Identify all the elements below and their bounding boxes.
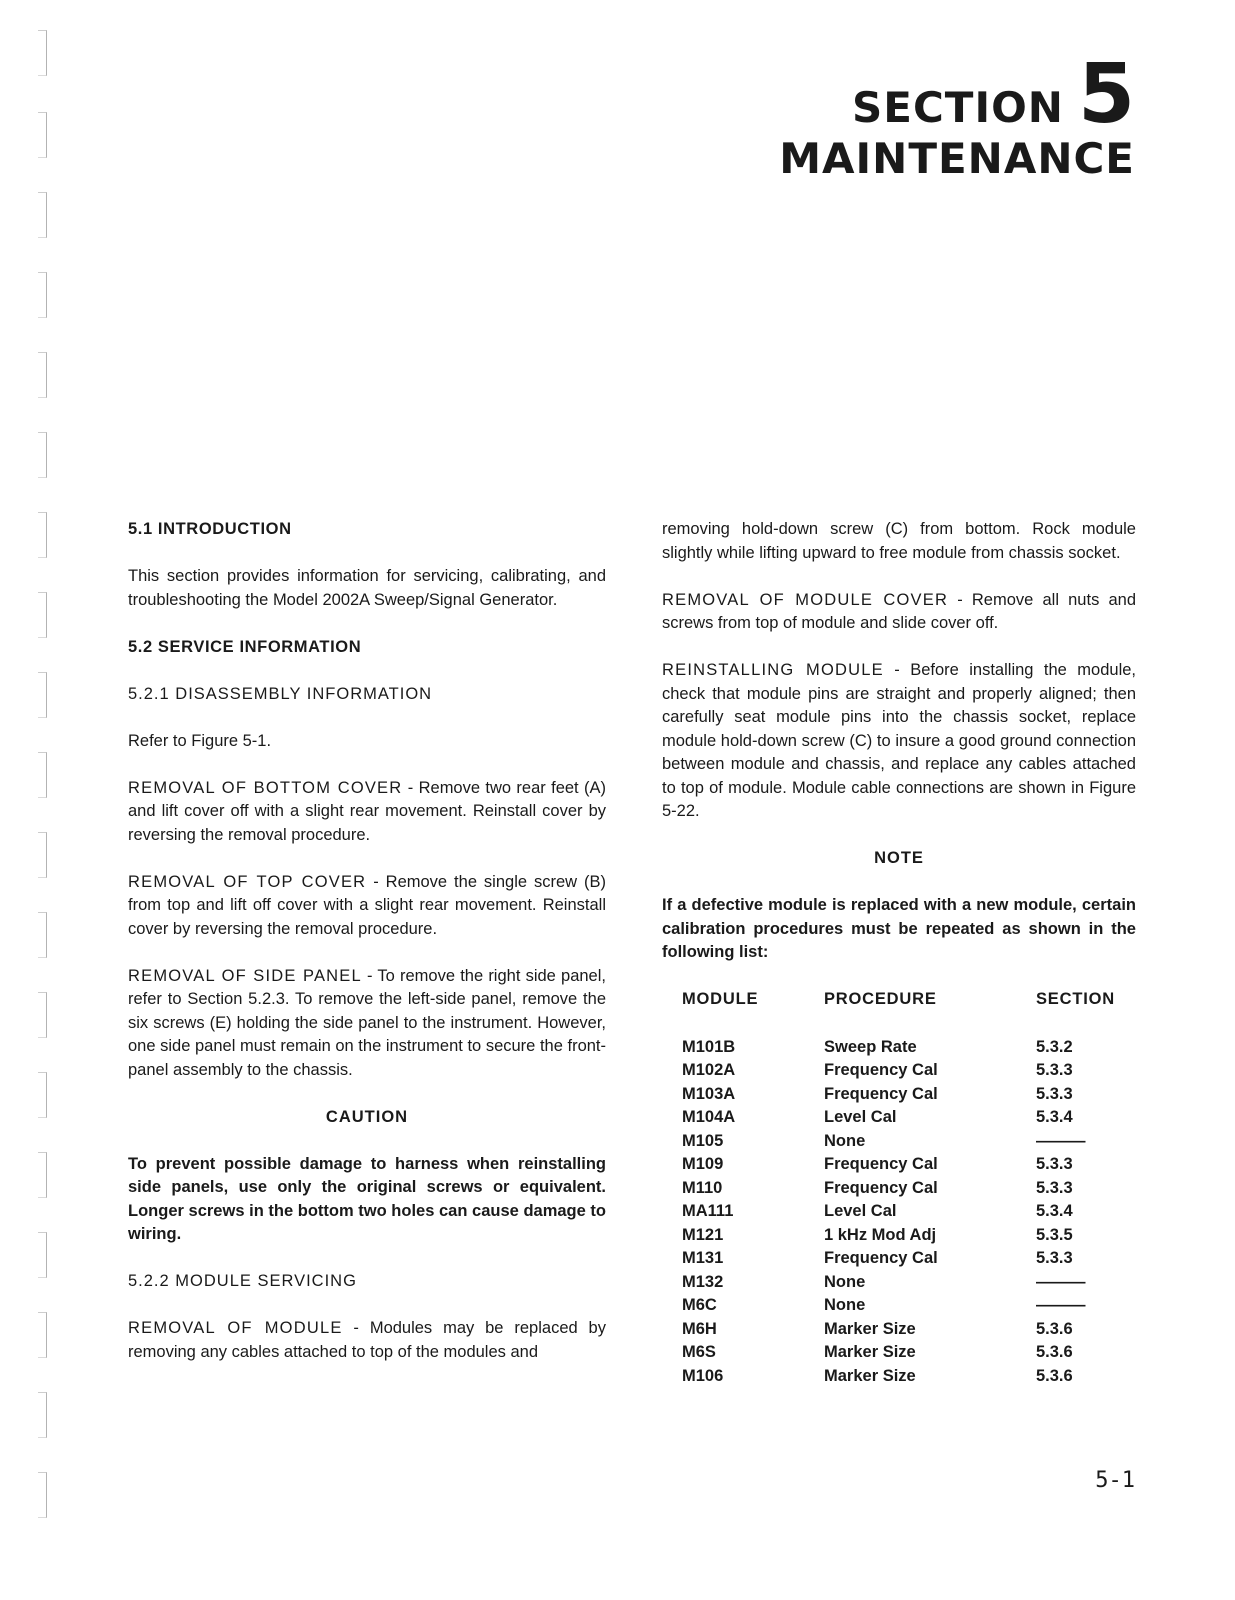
module-cell: M121 [682, 1225, 724, 1244]
binder-mark [38, 30, 47, 76]
top-cover-lead: REMOVAL OF TOP COVER [128, 872, 367, 891]
procedure-cell: None [824, 1272, 866, 1291]
module-cell: M102A [682, 1061, 736, 1079]
left-column [128, 518, 606, 1388]
module-cell: M109 [682, 1155, 724, 1173]
top-cover-paragraph [128, 871, 606, 942]
binder-mark [38, 1152, 47, 1198]
binder-mark [38, 1312, 47, 1358]
module-cover-text: - Remove all nuts and screws from top of module and slide cover off. [662, 590, 1136, 632]
module-cell: M6H [682, 1319, 717, 1338]
binder-mark [38, 752, 47, 798]
procedure-cell: 1 kHz Mod Adj [824, 1225, 937, 1244]
section-title: MAINTENANCE [779, 134, 1135, 183]
caution-title: CAUTION [325, 1107, 409, 1126]
procedure-column-header: PROCEDURE [824, 990, 937, 1008]
binder-mark [38, 192, 47, 238]
page-number: 5-1 [1095, 1468, 1135, 1493]
binder-mark [38, 112, 47, 158]
section-cell: ——— [1036, 1296, 1086, 1314]
table-row [662, 1130, 1136, 1154]
module-cell: M6S [682, 1343, 716, 1361]
table-row [662, 1247, 1136, 1271]
section-cell: 5.3.3 [1036, 1155, 1073, 1173]
binder-mark [38, 272, 47, 318]
binder-mark [38, 992, 47, 1038]
procedure-cell: Level Cal [824, 1108, 897, 1126]
module-cell: M132 [682, 1272, 724, 1291]
table-row [662, 1036, 1136, 1060]
reinstalling-paragraph [662, 659, 1136, 824]
binder-mark [38, 1392, 47, 1438]
table-row [662, 1083, 1136, 1107]
table-body [662, 1036, 1136, 1389]
binder-mark [38, 1232, 47, 1278]
section-word: SECTION [852, 83, 1064, 132]
module-cell: M110 [682, 1178, 723, 1197]
section-heading-line [779, 47, 1135, 142]
continued-paragraph: removing hold-down screw (C) from bottom. Rock module slightly while lifting upward to free module from chassis socket. [662, 520, 1136, 562]
section-cell: ——— [1036, 1131, 1086, 1150]
module-cell: M103A [682, 1084, 736, 1103]
table-row [662, 1200, 1136, 1224]
binder-mark [38, 592, 47, 638]
procedure-cell: Marker Size [824, 1343, 916, 1361]
section-column-header: SECTION [1036, 990, 1115, 1008]
removal-module-paragraph [128, 1317, 606, 1364]
procedure-cell: Frequency Cal [824, 1155, 938, 1173]
caution-paragraph: To prevent possible damage to harness when reinstalling side panels, use only the original screws or equivalent. Longer screws in the bottom two holes can cause damage to wiring. [128, 1154, 606, 1243]
bottom-cover-lead: REMOVAL OF BOTTOM COVER [128, 778, 403, 797]
procedure-cell: None [824, 1131, 866, 1150]
section-cell: 5.3.6 [1036, 1366, 1073, 1385]
table-row [662, 1271, 1136, 1295]
table-row [662, 1106, 1136, 1130]
disassembly-heading: 5.2.1 DISASSEMBLY INFORMATION [128, 684, 433, 703]
side-panel-text: - To remove the right side panel, refer to Section 5.2.3. To remove the left-side panel, remove the six screws (E) holding the side panel to the instrument. However, one side panel must remain on the instrument to secure the front-panel assembly to the chassis. [128, 966, 606, 1079]
binder-mark [38, 912, 47, 958]
removal-module-text: - Modules may be replaced by removing any cables attached to top of the modules and [128, 1319, 606, 1361]
procedure-cell: Level Cal [824, 1202, 897, 1220]
module-cell: M6C [682, 1296, 717, 1314]
binder-mark [38, 1072, 47, 1118]
procedure-cell: Marker Size [824, 1366, 916, 1385]
refer-figure-paragraph: Refer to Figure 5-1. [128, 731, 272, 750]
section-cell: 5.3.6 [1036, 1343, 1073, 1361]
procedure-cell: Frequency Cal [824, 1084, 938, 1103]
side-panel-paragraph [128, 965, 606, 1083]
module-cell: M105 [682, 1131, 724, 1150]
note-paragraph: If a defective module is replaced with a new module, certain calibration procedures must be repeated as shown in the following list: [662, 896, 1136, 961]
module-cell: M106 [682, 1366, 724, 1385]
reinstalling-text: - Before installing the module, check that module pins are straight and properly aligned; then carefully seat module pins into the chassis socket, replace module hold-down screw (C) to insure a good ground connection between module and chassis, and replace any cables attached to top of module. Module cable connections are shown in Figure 5-22. [662, 661, 1136, 820]
binder-margin-marks [30, 30, 54, 1560]
table-header-row [662, 988, 1136, 1036]
module-cell: M101B [682, 1037, 736, 1056]
section-cell: 5.3.4 [1036, 1202, 1073, 1220]
module-cell: MA111 [682, 1202, 734, 1220]
reinstalling-lead: REINSTALLING MODULE [662, 661, 884, 679]
section-cell: 5.3.3 [1036, 1084, 1073, 1103]
procedure-cell: None [824, 1296, 866, 1314]
section-cell: 5.3.4 [1036, 1108, 1073, 1126]
bottom-cover-text: - Remove two rear feet (A) and lift cover off with a slight rear movement. Reinstall cover by reversing the removal procedure. [128, 778, 606, 844]
procedure-cell: Sweep Rate [824, 1037, 917, 1056]
binder-mark [38, 672, 47, 718]
procedure-cell: Frequency Cal [824, 1178, 938, 1197]
module-procedure-table [662, 988, 1136, 1388]
section-cell: 5.3.3 [1036, 1249, 1073, 1267]
table-row [662, 1294, 1136, 1318]
section-cell: 5.3.3 [1036, 1178, 1073, 1197]
table-row [662, 1365, 1136, 1389]
table-row [662, 1153, 1136, 1177]
table-row [662, 1341, 1136, 1365]
binder-mark [38, 832, 47, 878]
section-number: 5 [1077, 47, 1135, 142]
section-cell: 5.3.5 [1036, 1225, 1073, 1244]
module-column-header: MODULE [682, 990, 759, 1008]
intro-heading: 5.1 INTRODUCTION [128, 520, 292, 538]
procedure-cell: Marker Size [824, 1319, 916, 1338]
section-cell: 5.3.2 [1036, 1037, 1073, 1056]
section-header [779, 47, 1135, 183]
table-row [662, 1059, 1136, 1083]
top-cover-text: - Remove the single screw (B) from top and lift off cover with a slight rear movement. Reinstall cover by reversing the removal procedure. [128, 872, 607, 938]
removal-module-lead: REMOVAL OF MODULE [128, 1319, 343, 1337]
table-row [662, 1177, 1136, 1201]
section-cell: 5.3.6 [1036, 1319, 1073, 1338]
right-column [662, 518, 1136, 1388]
binder-mark [38, 512, 47, 558]
table-row [662, 1224, 1136, 1248]
module-cell: M104A [682, 1108, 736, 1126]
binder-mark [38, 432, 47, 478]
section-cell: 5.3.3 [1036, 1061, 1073, 1079]
note-title: NOTE [874, 849, 924, 867]
service-info-heading: 5.2 SERVICE INFORMATION [128, 637, 362, 656]
module-servicing-heading: 5.2.2 MODULE SERVICING [128, 1272, 357, 1290]
table-row [662, 1318, 1136, 1342]
section-cell: ——— [1036, 1272, 1086, 1291]
module-cover-lead: REMOVAL OF MODULE COVER [662, 590, 949, 609]
binder-mark [38, 352, 47, 398]
module-cell: M131 [682, 1249, 724, 1267]
module-cover-paragraph [662, 589, 1136, 636]
side-panel-lead: REMOVAL OF SIDE PANEL [128, 966, 362, 985]
binder-mark [38, 1472, 47, 1518]
procedure-cell: Frequency Cal [824, 1061, 938, 1079]
procedure-cell: Frequency Cal [824, 1249, 938, 1267]
intro-paragraph: This section provides information for servicing, calibrating, and troubleshooting the Model 2002A Sweep/Signal Generator. [128, 567, 606, 609]
bottom-cover-paragraph [128, 777, 606, 848]
